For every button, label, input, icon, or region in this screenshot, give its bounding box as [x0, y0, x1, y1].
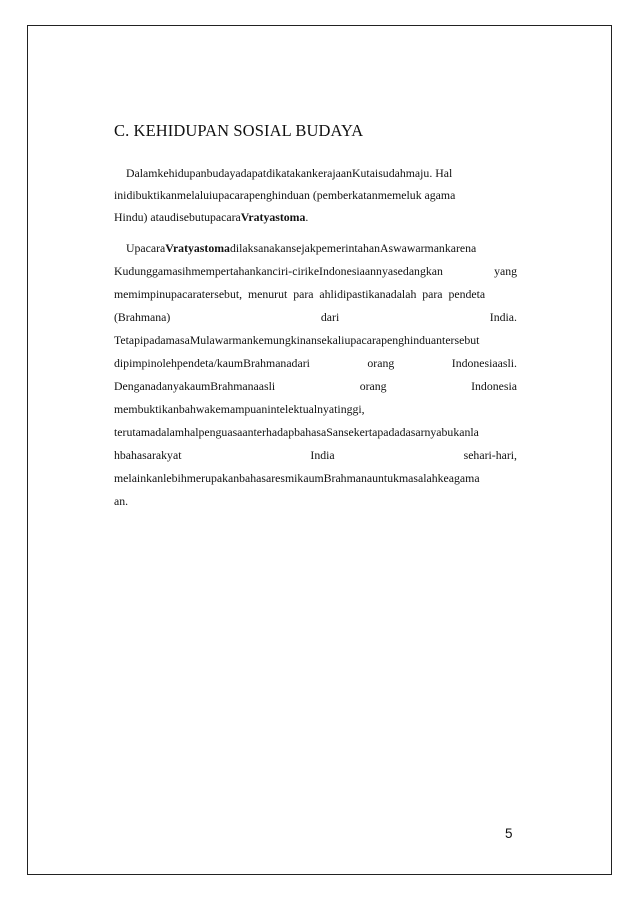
text-span: .: [305, 210, 309, 224]
page-number: 5: [505, 826, 513, 841]
text-span: dilaksanakansejakpemerintahanAswawarmankarena: [229, 241, 477, 255]
text-span: Hindu) ataudisebutupacara: [114, 210, 241, 224]
text-span: Indonesiaasli.: [451, 356, 517, 370]
text-span: orang: [359, 379, 387, 393]
text-span: hbahasarakyat: [114, 448, 182, 462]
section-heading: C. KEHIDUPAN SOSIAL BUDAYA: [114, 121, 364, 140]
paragraph-2-line: TetapipadamasaMulawarmankemungkinansekaliupacarapenghinduantersebut: [114, 333, 480, 347]
paragraph-2-line: [114, 240, 517, 256]
paragraph-2-line: terutamadalamhalpenguasaanterhadapbahasaSansekertapadadasarnyabukanla: [114, 425, 479, 439]
text-span: dipimpinolehpendeta/kaumBrahmanadari: [114, 356, 310, 370]
paragraph-2-line: [114, 447, 517, 463]
paragraph-1-line: inidibuktikanmelaluiupacarapenghinduan (pemberkatanmemeluk agama: [114, 188, 456, 202]
paragraph-2-line: memimpinupacaratersebut, menurut para ahlidipastikanadalah para pendeta: [114, 287, 486, 301]
text-span: DenganadanyakaumBrahmanaasli: [114, 379, 276, 393]
text-span: Upacara: [126, 241, 166, 255]
paragraph-2-line: an.: [114, 494, 129, 508]
text-span: orang: [367, 356, 395, 370]
bold-term: Vratyastoma: [165, 241, 230, 255]
bold-term: Vratyastoma: [240, 210, 306, 224]
paragraph-2-line: [114, 309, 517, 325]
text-span: (Brahmana): [114, 310, 171, 324]
text-span: Kudunggamasihmempertahankanciri-cirikeIndonesiaannyasedangkan: [114, 264, 443, 278]
text-span: yang: [494, 264, 517, 278]
paragraph-2-line: [114, 355, 517, 371]
paragraph-2-line: melainkanlebihmerupakanbahasaresmikaumBrahmanauntukmasalahkeagama: [114, 471, 480, 485]
text-span: India: [310, 448, 335, 462]
paragraph-2-line: [114, 263, 517, 279]
paragraph-2-line: membuktikanbahwakemampuanintelektualnyatinggi,: [114, 402, 365, 416]
text-span: sehari-hari,: [463, 448, 517, 462]
paragraph-1-line: [114, 209, 517, 225]
paragraph-2-line: [114, 378, 517, 394]
text-span: Indonesia: [471, 379, 517, 393]
text-span: dari: [320, 310, 340, 324]
text-span: India.: [489, 310, 517, 324]
paragraph-1-line: DalamkehidupanbudayadapatdikatakankerajaanKutaisudahmaju. Hal: [126, 166, 453, 180]
